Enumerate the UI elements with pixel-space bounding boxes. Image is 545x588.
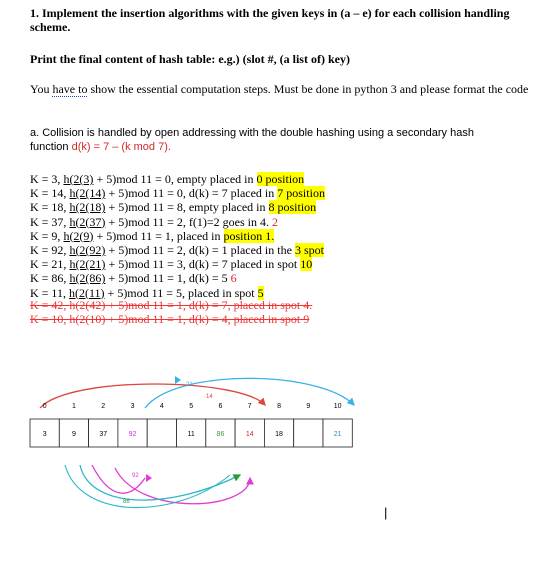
part-a-line1: a. Collision is handled by open addressing with the double hashing using a secondary hash bbox=[30, 127, 474, 139]
step-key: K = 9, bbox=[30, 228, 64, 243]
step-line bbox=[30, 229, 274, 243]
step-line bbox=[30, 257, 312, 271]
hash-table-diagram bbox=[0, 350, 545, 525]
step-computation: + 5)mod 11 = 8, empty placed in bbox=[105, 200, 269, 215]
step-key: K = 92, bbox=[30, 243, 70, 257]
step-line bbox=[30, 172, 304, 186]
slot-index: 7 bbox=[247, 403, 252, 410]
slot-index: 0 bbox=[42, 403, 47, 410]
step-key: K = 18, bbox=[30, 200, 70, 215]
step-key: K = 11, bbox=[30, 285, 69, 300]
step-highlight: 10 bbox=[300, 257, 313, 272]
step-key: K = 21, bbox=[30, 257, 70, 272]
step-line bbox=[30, 271, 237, 285]
cell-value: 9 bbox=[71, 431, 76, 438]
cell-value: 3 bbox=[42, 431, 47, 438]
annotation-21: 21 bbox=[186, 382, 193, 388]
step-line bbox=[30, 186, 325, 200]
step-line bbox=[30, 200, 316, 214]
slot-index: 2 bbox=[101, 403, 106, 410]
step-highlight: 5 bbox=[257, 285, 264, 300]
slot-index: 9 bbox=[306, 403, 311, 410]
magenta-arc-2-to-3 bbox=[92, 465, 145, 493]
step-highlight: 7 position bbox=[277, 186, 325, 201]
cell-row bbox=[30, 419, 352, 447]
slot-index: 8 bbox=[277, 403, 282, 410]
slot-index: 5 bbox=[189, 403, 194, 410]
annotation-92: 92 bbox=[132, 473, 139, 479]
note-dotted: have to bbox=[52, 82, 88, 96]
step-note: 6 bbox=[230, 271, 237, 286]
step-hash: h(2(18) bbox=[69, 200, 106, 215]
step-note: 2 bbox=[271, 214, 278, 229]
magenta-arrowhead-mid bbox=[146, 474, 152, 482]
print-instruction: Print the final content of hash table: e.g.) (slot #, (a list of) key) bbox=[30, 52, 350, 66]
slot-index: 4 bbox=[159, 403, 164, 410]
table-cell bbox=[147, 419, 176, 447]
struck-step-1: K = 42, h(2(42) + 5)mod 11 = 1, d(k) = 7, placed in spot 4. bbox=[30, 298, 313, 312]
cell-value: 18 bbox=[275, 431, 283, 438]
step-key: K = 14, bbox=[30, 186, 70, 201]
question-title: 1. Implement the insertion algorithms with the given keys in (a – e) for each collision handling scheme. bbox=[30, 6, 510, 34]
step-computation: + 5)mod 11 = 2, d(k) = 1 placed in the bbox=[105, 243, 295, 257]
cell-value: 21 bbox=[333, 431, 342, 438]
requirements-note bbox=[30, 82, 530, 96]
step-hash: h(2(3) bbox=[63, 172, 94, 186]
step-hash: h(2(9) bbox=[63, 228, 94, 243]
slot-index: 1 bbox=[71, 403, 76, 410]
step-computation: + 5)mod 11 = 1, placed in bbox=[93, 228, 224, 243]
step-hash: h(2(14) bbox=[69, 186, 106, 201]
part-a-line2 bbox=[30, 140, 171, 154]
text-cursor: | bbox=[384, 505, 388, 520]
cell-value: 37 bbox=[99, 431, 108, 438]
table-cell bbox=[294, 419, 323, 447]
step-line bbox=[30, 215, 278, 229]
step-computation: + 5)mod 11 = 0, d(k) = 7 placed in bbox=[105, 186, 278, 201]
step-highlight: position 1. bbox=[223, 228, 275, 243]
cell-value: 92 bbox=[128, 431, 137, 438]
step-hash: h(2(37) bbox=[69, 214, 106, 229]
annotation-14: 14 bbox=[206, 394, 213, 400]
struck-step-2: K = 10, h(2(10) + 5)mod 11 = 1, d(k) = 4, placed in spot 9 bbox=[30, 312, 310, 326]
part-a-function: d(k) = 7 – (k mod 7). bbox=[71, 141, 171, 153]
step-hash: h(2(92) bbox=[69, 243, 106, 257]
cell-value: 14 bbox=[245, 431, 254, 438]
annotation-86: 86 bbox=[123, 499, 130, 505]
step-computation: + 5)mod 11 = 3, d(k) = 7 placed in spot bbox=[105, 257, 301, 272]
step-line bbox=[30, 243, 324, 257]
part-a-function-label: function bbox=[30, 141, 72, 153]
step-computation: + 5)mod 11 = 1, d(k) = 5 bbox=[105, 271, 231, 286]
note-pre: You bbox=[30, 82, 53, 96]
step-key: K = 37, bbox=[30, 214, 70, 229]
cyan-arc-2 bbox=[65, 465, 230, 508]
slot-index: 3 bbox=[130, 403, 135, 410]
step-key: K = 86, bbox=[30, 271, 70, 286]
cell-value: 86 bbox=[216, 431, 225, 438]
step-computation: + 5)mod 11 = 0, empty placed in bbox=[93, 172, 257, 186]
step-computation: + 5)mod 11 = 5, placed in spot bbox=[104, 285, 258, 300]
index-row bbox=[43, 403, 342, 410]
step-computation: + 5)mod 11 = 2, f(1)=2 goes in 4. bbox=[105, 214, 272, 229]
step-highlight: 0 position bbox=[256, 172, 305, 186]
cell-value: 11 bbox=[187, 431, 195, 438]
slot-index: 6 bbox=[218, 403, 223, 410]
step-key: K = 3, bbox=[30, 172, 64, 186]
step-highlight: 3 spot bbox=[294, 243, 324, 257]
step-hash: h(2(11) bbox=[69, 285, 105, 300]
note-post: show the essential computation steps. Must be done in python 3 and please format the code bbox=[87, 82, 529, 96]
slot-index: 10 bbox=[333, 403, 342, 410]
step-hash: h(2(21) bbox=[69, 257, 106, 272]
step-hash: h(2(86) bbox=[69, 271, 106, 286]
step-highlight: 8 position bbox=[268, 200, 317, 215]
blue-arrowhead-mid bbox=[175, 376, 181, 384]
